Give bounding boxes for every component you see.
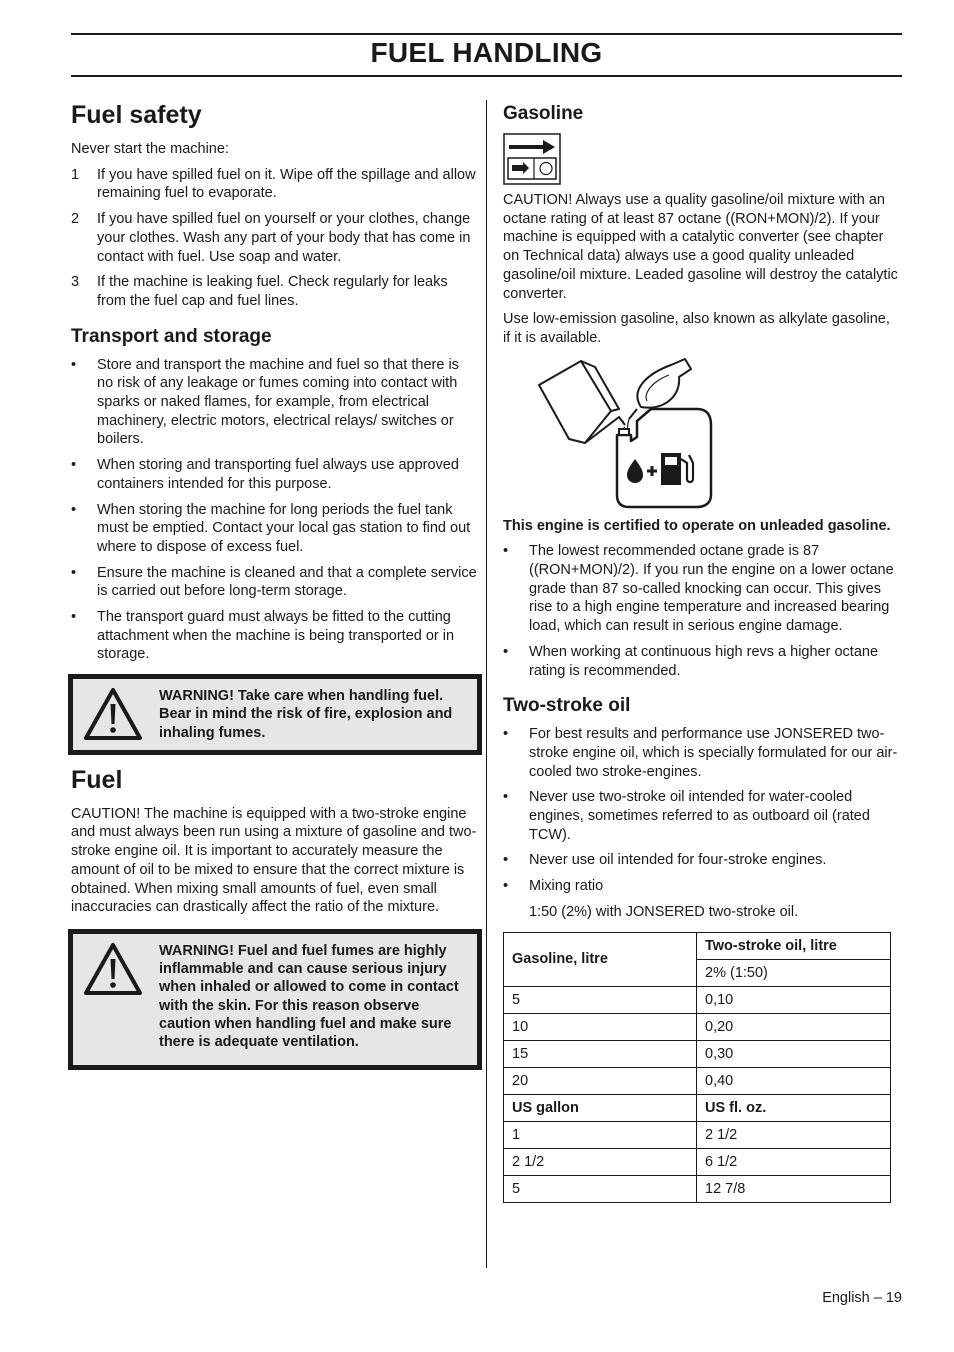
table-cell: 5 [504, 986, 697, 1013]
warning-text: WARNING! Fuel and fuel fumes are highly inflammable and can cause serious injury when inhaled or allowed to come in contact with the skin. For this reason observe caution when handling fuel and make sure there is adequate ventilation. [159, 943, 459, 1051]
warning-triangle-icon [83, 687, 143, 741]
bullet: • [503, 852, 509, 869]
bullet: • [71, 501, 77, 518]
header-rule-top [71, 33, 902, 35]
table-row [504, 986, 891, 1013]
list-item-text: Never use two-stroke oil intended for water-cooled engines, sometimes referred to as outboard oil (rated TCW). [529, 789, 870, 843]
warning-box-fumes [68, 929, 482, 1070]
bullet: • [503, 878, 509, 895]
section-heading-fuel-safety: Fuel safety [71, 101, 202, 129]
fuel-mixing-illustration [533, 355, 733, 509]
list-item [71, 210, 479, 266]
page-title: FUEL HANDLING [370, 37, 603, 68]
table-row [504, 1013, 891, 1040]
list-item [71, 501, 479, 557]
certified-statement: This engine is certified to operate on unleaded gasoline. [503, 517, 891, 534]
table-header-us-gallon: US gallon [504, 1094, 697, 1121]
bullet: • [71, 609, 77, 626]
table-cell: 0,30 [697, 1040, 891, 1067]
section-heading-gasoline: Gasoline [503, 103, 584, 124]
list-item [71, 456, 479, 493]
list-item-text: Never use oil intended for four-stroke engines. [529, 852, 827, 869]
mixing-ratio-note: 1:50 (2%) with JONSERED two-stroke oil. [529, 903, 799, 920]
list-item-text: If you have spilled fuel on it. Wipe off the spillage and allow remaining fuel to evaporate. [97, 166, 476, 202]
list-item-text: For best results and performance use JONSERED two-stroke engine oil, which is specially formulated for our air-cooled two stroke-engines. [529, 726, 898, 780]
list-item [503, 725, 901, 781]
table-cell: 6 1/2 [697, 1148, 891, 1175]
bullet: • [503, 643, 509, 660]
warning-text: WARNING! Take care when handling fuel. Bear in mind the risk of fire, explosion and inhaling fumes. [159, 688, 453, 741]
page-footer: English – 19 [822, 1290, 902, 1306]
table-cell: 0,20 [697, 1013, 891, 1040]
warning-box-handling [68, 674, 482, 755]
fuel-safety-list [71, 166, 479, 311]
table-cell: 0,40 [697, 1067, 891, 1094]
section-heading-two-stroke: Two-stroke oil [503, 695, 631, 717]
table-header-oil: Two-stroke oil, litre [697, 932, 891, 959]
table-header-us-floz: US fl. oz. [697, 1094, 891, 1121]
table-row [504, 1148, 891, 1175]
list-item [503, 877, 901, 896]
list-item-text: Store and transport the machine and fuel so that there is no risk of any leakage or fumes coming into contact with sparks or naked flames, for example, from electrical machinery, electric motors, electrical relays/ switches or boilers. [97, 356, 459, 448]
table-subheader-ratio: 2% (1:50) [697, 959, 891, 986]
table-row [504, 1094, 891, 1121]
table-cell: 15 [504, 1040, 697, 1067]
list-item-text: The lowest recommended octane grade is 87 ((RON+MON)/2). If you run the engine on a lower octane grade than 87 so-called knocking can occur. This gives rise to a high engine temperature and increased bearing load, which can result in serious engine damage. [529, 543, 894, 635]
list-item [71, 273, 479, 310]
list-number: 3 [71, 274, 80, 291]
list-item [71, 608, 479, 664]
list-item-text: When working at continuous high revs a higher octane rating is recommended. [529, 643, 879, 679]
table-cell: 2 1/2 [697, 1121, 891, 1148]
table-cell: 5 [504, 1175, 697, 1202]
list-item-text: If the machine is leaking fuel. Check regularly for leaks from the fuel cap and fuel lines. [97, 274, 448, 309]
bullet: • [503, 543, 509, 560]
right-column [503, 100, 901, 1203]
section-heading-transport: Transport and storage [71, 325, 272, 347]
fuel-safety-intro: Never start the machine: [71, 141, 229, 157]
list-item-text: The transport guard must always be fitted to the cutting attachment when the machine is being transported or in storage. [97, 609, 455, 663]
list-item-text: If you have spilled fuel on yourself or your clothes, change your clothes. Wash any part of your body that has come in contact with fuel. Use soap and water. [97, 211, 471, 265]
left-column [71, 100, 479, 1080]
table-row [504, 1040, 891, 1067]
table-cell: 10 [504, 1013, 697, 1040]
gasoline-caution: CAUTION! Always use a quality gasoline/oil mixture with an octane rating of at least 87 octane ((RON+MON)/2). If your machine is equipped with a catalytic converter (see chapter on Technical data) always use a good quality unleaded gasoline/oil mixture. Leaded gasoline will destroy the catalytic converter. [503, 192, 898, 302]
mixing-table [503, 932, 891, 1203]
table-row [504, 1175, 891, 1202]
table-cell: 0,10 [697, 986, 891, 1013]
list-item [71, 564, 479, 601]
table-cell: 2 1/2 [504, 1148, 697, 1175]
table-row [504, 1067, 891, 1094]
list-number: 2 [71, 211, 80, 228]
table-cell: 12 7/8 [697, 1175, 891, 1202]
warning-triangle-icon [83, 942, 143, 996]
section-heading-fuel: Fuel [71, 765, 123, 794]
bullet: • [71, 564, 77, 581]
fuel-caution-text: CAUTION! The machine is equipped with a two-stroke engine and must always been run using a mixture of gasoline and two-stroke engine oil. It is important to accurately measure the amount of oil to be mixed to ensure that the correct mixture is obtained. When mixing small amounts of fuel, even small inaccuracies can drastically affect the ratio of the mixture. [71, 805, 477, 916]
bullet: • [503, 726, 509, 743]
bullet: • [71, 356, 77, 373]
transport-list [71, 356, 479, 665]
bullet: • [71, 457, 77, 474]
table-row [504, 1121, 891, 1148]
list-item [71, 166, 479, 203]
table-cell: 1 [504, 1121, 697, 1148]
list-item-text: When storing the machine for long periods the fuel tank must be emptied. Contact your local gas station to find out where to dispose of excess fuel. [97, 501, 471, 555]
list-item-text: Mixing ratio [529, 878, 604, 895]
column-divider [486, 100, 487, 1268]
bullet: • [503, 789, 509, 806]
list-item [503, 851, 901, 870]
arrow-right-icon [503, 133, 561, 185]
octane-list [503, 542, 901, 680]
list-item-text: When storing and transporting fuel always use approved containers intended for this purpose. [97, 457, 459, 492]
list-item [71, 356, 479, 450]
list-item [503, 643, 901, 680]
header-rule-bottom [71, 75, 902, 77]
list-item [503, 542, 901, 636]
list-item-text: Ensure the machine is cleaned and that a complete service is carried out before long-term storage. [97, 564, 477, 600]
table-header-gasoline: Gasoline, litre [504, 932, 697, 986]
two-stroke-list [503, 725, 901, 896]
table-row [504, 932, 891, 959]
list-item [503, 788, 901, 844]
list-number: 1 [71, 166, 80, 183]
table-cell: 20 [504, 1067, 697, 1094]
gasoline-low-emission: Use low-emission gasoline, also known as alkylate gasoline, if it is available. [503, 311, 890, 346]
